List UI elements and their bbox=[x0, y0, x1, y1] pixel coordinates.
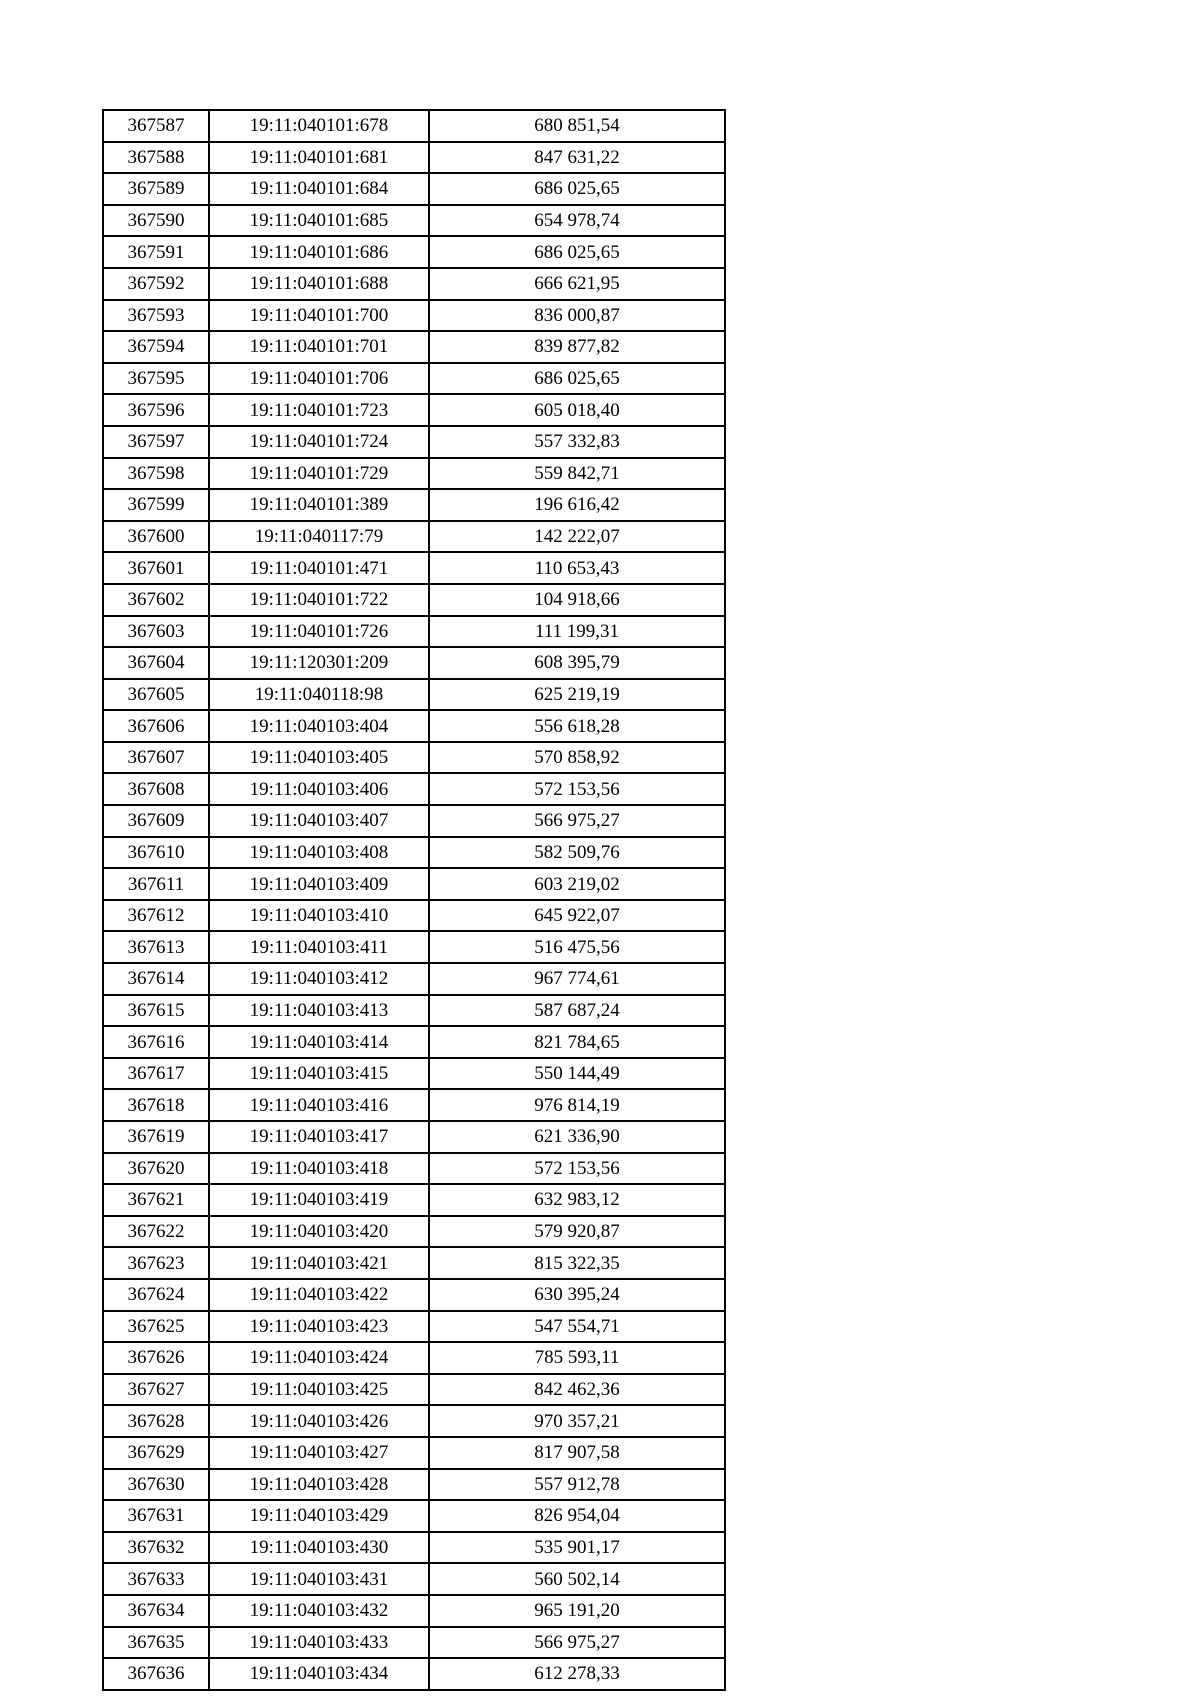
table-row bbox=[103, 173, 725, 205]
cadastral-number-cell: 19:11:040103:410 bbox=[209, 900, 429, 932]
value-cell: 110 653,43 bbox=[429, 552, 725, 584]
cadastral-number-cell: 19:11:040117:79 bbox=[209, 521, 429, 553]
cadastral-number-cell: 19:11:040101:706 bbox=[209, 363, 429, 395]
value-cell: 976 814,19 bbox=[429, 1089, 725, 1121]
value-cell: 582 509,76 bbox=[429, 837, 725, 869]
table-row bbox=[103, 995, 725, 1027]
record-number-cell: 367596 bbox=[103, 394, 209, 426]
value-cell: 666 621,95 bbox=[429, 268, 725, 300]
table-row bbox=[103, 963, 725, 995]
value-cell: 557 332,83 bbox=[429, 426, 725, 458]
value-cell: 630 395,24 bbox=[429, 1279, 725, 1311]
cadastral-number-cell: 19:11:040101:684 bbox=[209, 173, 429, 205]
record-number-cell: 367616 bbox=[103, 1026, 209, 1058]
cadastral-number-cell: 19:11:040103:404 bbox=[209, 710, 429, 742]
cadastral-number-cell: 19:11:040103:423 bbox=[209, 1311, 429, 1343]
record-number-cell: 367590 bbox=[103, 205, 209, 237]
cadastral-number-cell: 19:11:040103:433 bbox=[209, 1627, 429, 1659]
table-row bbox=[103, 837, 725, 869]
record-number-cell: 367618 bbox=[103, 1089, 209, 1121]
value-cell: 817 907,58 bbox=[429, 1437, 725, 1469]
table-row bbox=[103, 647, 725, 679]
value-cell: 572 153,56 bbox=[429, 773, 725, 805]
value-cell: 625 219,19 bbox=[429, 679, 725, 711]
record-number-cell: 367626 bbox=[103, 1342, 209, 1374]
value-cell: 826 954,04 bbox=[429, 1500, 725, 1532]
table-row bbox=[103, 521, 725, 553]
cadastral-number-cell: 19:11:040101:726 bbox=[209, 616, 429, 648]
value-cell: 566 975,27 bbox=[429, 1627, 725, 1659]
record-number-cell: 367624 bbox=[103, 1279, 209, 1311]
table-row bbox=[103, 331, 725, 363]
table-row bbox=[103, 205, 725, 237]
table-row bbox=[103, 710, 725, 742]
record-number-cell: 367605 bbox=[103, 679, 209, 711]
record-number-cell: 367594 bbox=[103, 331, 209, 363]
cadastral-number-cell: 19:11:040103:422 bbox=[209, 1279, 429, 1311]
cadastral-number-cell: 19:11:040103:412 bbox=[209, 963, 429, 995]
record-number-cell: 367627 bbox=[103, 1374, 209, 1406]
cadastral-number-cell: 19:11:040101:722 bbox=[209, 584, 429, 616]
value-cell: 535 901,17 bbox=[429, 1532, 725, 1564]
cadastral-number-cell: 19:11:040118:98 bbox=[209, 679, 429, 711]
value-cell: 839 877,82 bbox=[429, 331, 725, 363]
record-number-cell: 367621 bbox=[103, 1184, 209, 1216]
cadastral-number-cell: 19:11:040103:426 bbox=[209, 1405, 429, 1437]
table-row bbox=[103, 1500, 725, 1532]
record-number-cell: 367603 bbox=[103, 616, 209, 648]
table-body bbox=[103, 110, 725, 1690]
cadastral-number-cell: 19:11:040103:409 bbox=[209, 868, 429, 900]
cadastral-number-cell: 19:11:040103:417 bbox=[209, 1121, 429, 1153]
cadastral-number-cell: 19:11:040103:428 bbox=[209, 1469, 429, 1501]
value-cell: 967 774,61 bbox=[429, 963, 725, 995]
record-number-cell: 367593 bbox=[103, 300, 209, 332]
cadastral-number-cell: 19:11:040103:413 bbox=[209, 995, 429, 1027]
table-row bbox=[103, 931, 725, 963]
record-number-cell: 367587 bbox=[103, 110, 209, 142]
cadastral-number-cell: 19:11:040103:427 bbox=[209, 1437, 429, 1469]
table-row bbox=[103, 142, 725, 174]
table-row bbox=[103, 426, 725, 458]
table-row bbox=[103, 1121, 725, 1153]
record-number-cell: 367592 bbox=[103, 268, 209, 300]
cadastral-number-cell: 19:11:040103:432 bbox=[209, 1595, 429, 1627]
cadastral-number-cell: 19:11:040101:471 bbox=[209, 552, 429, 584]
cadastral-number-cell: 19:11:040101:724 bbox=[209, 426, 429, 458]
cadastral-number-cell: 19:11:040101:686 bbox=[209, 236, 429, 268]
value-cell: 572 153,56 bbox=[429, 1153, 725, 1185]
table-row bbox=[103, 363, 725, 395]
table-row bbox=[103, 1058, 725, 1090]
table-row bbox=[103, 110, 725, 142]
cadastral-number-cell: 19:11:040103:411 bbox=[209, 931, 429, 963]
cadastral-number-cell: 19:11:040103:420 bbox=[209, 1216, 429, 1248]
value-cell: 570 858,92 bbox=[429, 742, 725, 774]
table-row bbox=[103, 1563, 725, 1595]
value-cell: 645 922,07 bbox=[429, 900, 725, 932]
value-cell: 842 462,36 bbox=[429, 1374, 725, 1406]
table-row bbox=[103, 458, 725, 490]
record-number-cell: 367630 bbox=[103, 1469, 209, 1501]
cadastral-number-cell: 19:11:120301:209 bbox=[209, 647, 429, 679]
table-row bbox=[103, 1026, 725, 1058]
value-cell: 847 631,22 bbox=[429, 142, 725, 174]
record-number-cell: 367611 bbox=[103, 868, 209, 900]
value-cell: 560 502,14 bbox=[429, 1563, 725, 1595]
cadastral-number-cell: 19:11:040103:434 bbox=[209, 1658, 429, 1690]
value-cell: 556 618,28 bbox=[429, 710, 725, 742]
value-cell: 142 222,07 bbox=[429, 521, 725, 553]
table-row bbox=[103, 1184, 725, 1216]
table-row bbox=[103, 1247, 725, 1279]
table-row bbox=[103, 1216, 725, 1248]
table-row bbox=[103, 1469, 725, 1501]
record-number-cell: 367604 bbox=[103, 647, 209, 679]
record-number-cell: 367634 bbox=[103, 1595, 209, 1627]
record-number-cell: 367609 bbox=[103, 805, 209, 837]
value-cell: 680 851,54 bbox=[429, 110, 725, 142]
record-number-cell: 367598 bbox=[103, 458, 209, 490]
value-cell: 557 912,78 bbox=[429, 1469, 725, 1501]
value-cell: 621 336,90 bbox=[429, 1121, 725, 1153]
record-number-cell: 367635 bbox=[103, 1627, 209, 1659]
table-row bbox=[103, 1658, 725, 1690]
cadastral-number-cell: 19:11:040103:407 bbox=[209, 805, 429, 837]
value-cell: 608 395,79 bbox=[429, 647, 725, 679]
record-number-cell: 367610 bbox=[103, 837, 209, 869]
record-number-cell: 367589 bbox=[103, 173, 209, 205]
record-number-cell: 367599 bbox=[103, 489, 209, 521]
cadastral-number-cell: 19:11:040103:405 bbox=[209, 742, 429, 774]
record-number-cell: 367615 bbox=[103, 995, 209, 1027]
table-row bbox=[103, 868, 725, 900]
table-row bbox=[103, 1595, 725, 1627]
value-cell: 632 983,12 bbox=[429, 1184, 725, 1216]
value-cell: 516 475,56 bbox=[429, 931, 725, 963]
record-number-cell: 367607 bbox=[103, 742, 209, 774]
cadastral-number-cell: 19:11:040103:430 bbox=[209, 1532, 429, 1564]
value-cell: 821 784,65 bbox=[429, 1026, 725, 1058]
record-number-cell: 367595 bbox=[103, 363, 209, 395]
value-cell: 603 219,02 bbox=[429, 868, 725, 900]
table-row bbox=[103, 742, 725, 774]
table-row bbox=[103, 300, 725, 332]
value-cell: 587 687,24 bbox=[429, 995, 725, 1027]
table-row bbox=[103, 1342, 725, 1374]
value-cell: 815 322,35 bbox=[429, 1247, 725, 1279]
record-number-cell: 367601 bbox=[103, 552, 209, 584]
cadastral-number-cell: 19:11:040103:406 bbox=[209, 773, 429, 805]
record-number-cell: 367614 bbox=[103, 963, 209, 995]
value-cell: 559 842,71 bbox=[429, 458, 725, 490]
table-row bbox=[103, 1627, 725, 1659]
record-number-cell: 367631 bbox=[103, 1500, 209, 1532]
cadastral-number-cell: 19:11:040101:700 bbox=[209, 300, 429, 332]
record-number-cell: 367600 bbox=[103, 521, 209, 553]
data-table bbox=[102, 109, 726, 1691]
record-number-cell: 367606 bbox=[103, 710, 209, 742]
table-row bbox=[103, 394, 725, 426]
record-number-cell: 367588 bbox=[103, 142, 209, 174]
table-row bbox=[103, 1437, 725, 1469]
cadastral-number-cell: 19:11:040103:408 bbox=[209, 837, 429, 869]
record-number-cell: 367629 bbox=[103, 1437, 209, 1469]
value-cell: 686 025,65 bbox=[429, 363, 725, 395]
record-number-cell: 367608 bbox=[103, 773, 209, 805]
value-cell: 579 920,87 bbox=[429, 1216, 725, 1248]
value-cell: 550 144,49 bbox=[429, 1058, 725, 1090]
cadastral-number-cell: 19:11:040103:431 bbox=[209, 1563, 429, 1595]
value-cell: 196 616,42 bbox=[429, 489, 725, 521]
table-row bbox=[103, 584, 725, 616]
value-cell: 965 191,20 bbox=[429, 1595, 725, 1627]
record-number-cell: 367625 bbox=[103, 1311, 209, 1343]
record-number-cell: 367623 bbox=[103, 1247, 209, 1279]
value-cell: 970 357,21 bbox=[429, 1405, 725, 1437]
record-number-cell: 367628 bbox=[103, 1405, 209, 1437]
cadastral-number-cell: 19:11:040101:685 bbox=[209, 205, 429, 237]
value-cell: 566 975,27 bbox=[429, 805, 725, 837]
table-row bbox=[103, 1153, 725, 1185]
table-row bbox=[103, 268, 725, 300]
table-row bbox=[103, 1279, 725, 1311]
value-cell: 605 018,40 bbox=[429, 394, 725, 426]
value-cell: 686 025,65 bbox=[429, 236, 725, 268]
table-row bbox=[103, 1089, 725, 1121]
table-row bbox=[103, 900, 725, 932]
cadastral-number-cell: 19:11:040103:429 bbox=[209, 1500, 429, 1532]
value-cell: 836 000,87 bbox=[429, 300, 725, 332]
value-cell: 612 278,33 bbox=[429, 1658, 725, 1690]
value-cell: 547 554,71 bbox=[429, 1311, 725, 1343]
record-number-cell: 367612 bbox=[103, 900, 209, 932]
cadastral-number-cell: 19:11:040101:678 bbox=[209, 110, 429, 142]
cadastral-number-cell: 19:11:040101:701 bbox=[209, 331, 429, 363]
value-cell: 686 025,65 bbox=[429, 173, 725, 205]
table-row bbox=[103, 236, 725, 268]
record-number-cell: 367619 bbox=[103, 1121, 209, 1153]
cadastral-number-cell: 19:11:040103:414 bbox=[209, 1026, 429, 1058]
value-cell: 654 978,74 bbox=[429, 205, 725, 237]
cadastral-number-cell: 19:11:040101:723 bbox=[209, 394, 429, 426]
cadastral-number-cell: 19:11:040103:421 bbox=[209, 1247, 429, 1279]
table-row bbox=[103, 1311, 725, 1343]
table-row bbox=[103, 1405, 725, 1437]
cadastral-number-cell: 19:11:040103:419 bbox=[209, 1184, 429, 1216]
cadastral-number-cell: 19:11:040103:425 bbox=[209, 1374, 429, 1406]
table-row bbox=[103, 552, 725, 584]
record-number-cell: 367602 bbox=[103, 584, 209, 616]
table-row bbox=[103, 616, 725, 648]
table-row bbox=[103, 773, 725, 805]
record-number-cell: 367620 bbox=[103, 1153, 209, 1185]
cadastral-number-cell: 19:11:040101:681 bbox=[209, 142, 429, 174]
value-cell: 785 593,11 bbox=[429, 1342, 725, 1374]
table-row bbox=[103, 1374, 725, 1406]
record-number-cell: 367591 bbox=[103, 236, 209, 268]
table-row bbox=[103, 679, 725, 711]
record-number-cell: 367633 bbox=[103, 1563, 209, 1595]
record-number-cell: 367622 bbox=[103, 1216, 209, 1248]
record-number-cell: 367636 bbox=[103, 1658, 209, 1690]
cadastral-number-cell: 19:11:040101:688 bbox=[209, 268, 429, 300]
value-cell: 104 918,66 bbox=[429, 584, 725, 616]
record-number-cell: 367613 bbox=[103, 931, 209, 963]
table-row bbox=[103, 489, 725, 521]
record-number-cell: 367597 bbox=[103, 426, 209, 458]
cadastral-number-cell: 19:11:040103:418 bbox=[209, 1153, 429, 1185]
record-number-cell: 367617 bbox=[103, 1058, 209, 1090]
cadastral-number-cell: 19:11:040103:424 bbox=[209, 1342, 429, 1374]
table-row bbox=[103, 1532, 725, 1564]
value-cell: 111 199,31 bbox=[429, 616, 725, 648]
cadastral-number-cell: 19:11:040103:416 bbox=[209, 1089, 429, 1121]
table-row bbox=[103, 805, 725, 837]
cadastral-number-cell: 19:11:040103:415 bbox=[209, 1058, 429, 1090]
cadastral-number-cell: 19:11:040101:729 bbox=[209, 458, 429, 490]
record-number-cell: 367632 bbox=[103, 1532, 209, 1564]
cadastral-number-cell: 19:11:040101:389 bbox=[209, 489, 429, 521]
